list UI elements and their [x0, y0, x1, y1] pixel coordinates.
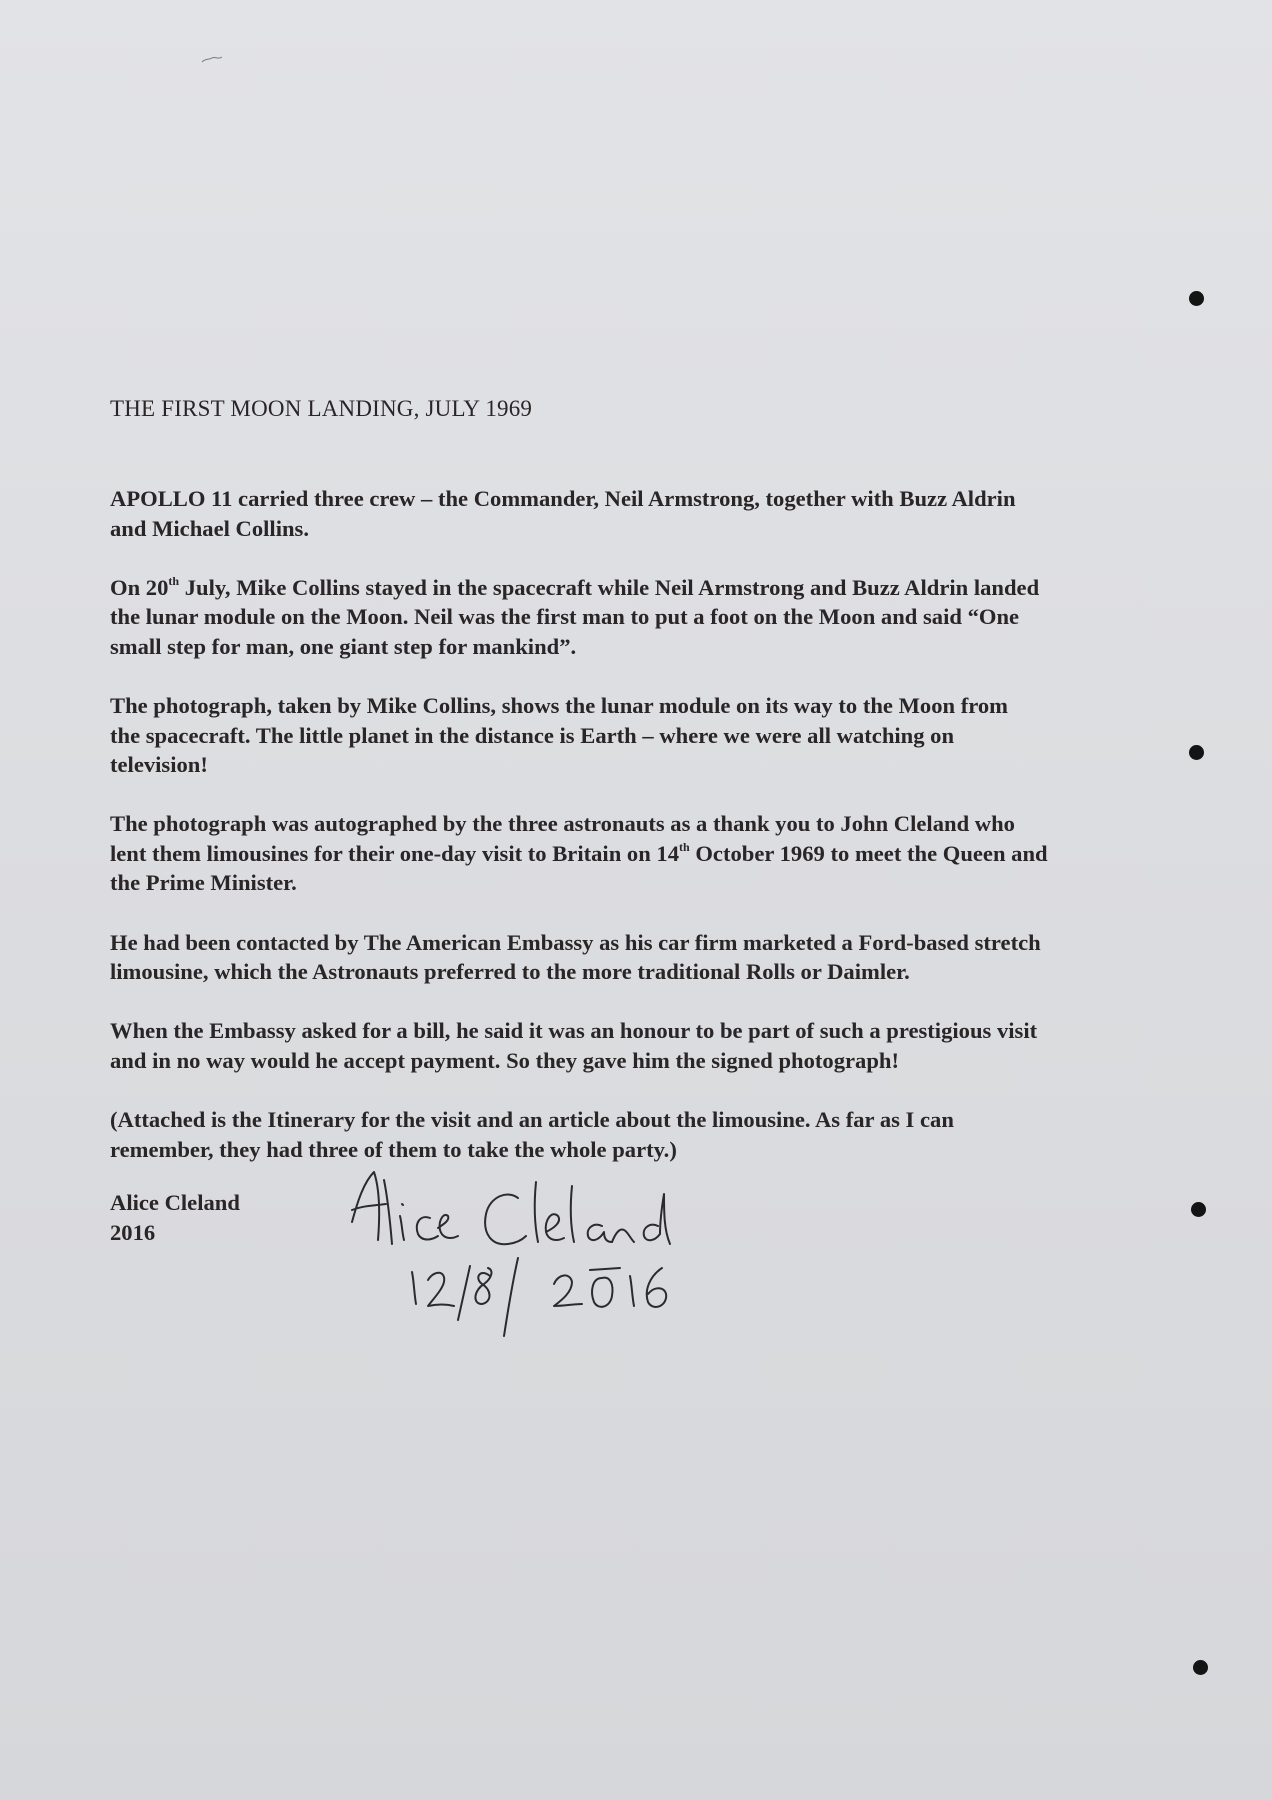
- author-block: [110, 1188, 240, 1247]
- paragraph-autograph: The photograph was autographed by the three astronauts as a thank you to John Cleland who lent them limousines for their one-day visit to Britain on 14th October 1969 to meet the Queen and the Prime Minister.: [110, 811, 1048, 896]
- author-name: Alice Cleland: [110, 1190, 240, 1215]
- paragraph-photograph: The photograph, taken by Mike Collins, shows the lunar module on its way to the Moon from the spacecraft. The little planet in the distance is Earth – where we were all watching on television!: [110, 692, 1008, 778]
- paragraph-payment: When the Embassy asked for a bill, he said it was an honour to be part of such a prestigious visit and in no way would he accept payment. So they gave him the signed photograph!: [110, 1018, 1038, 1073]
- punch-hole: [1191, 1202, 1206, 1217]
- handwritten-signature: [340, 1160, 800, 1360]
- punch-hole: [1189, 745, 1204, 760]
- paragraph-embassy: He had been contacted by The American Embassy as his car firm marketed a Ford-based stretch limousine, which the Astronauts preferred to the more traditional Rolls or Daimler.: [110, 929, 1041, 985]
- punch-hole: [1193, 1660, 1208, 1675]
- paragraph-landing: On 20th July, Mike Collins stayed in the spacecraft while Neil Armstrong and Buzz Aldrin landed the lunar module on the Moon. Neil was the first man to put a foot on the Moon and said “One small step for man, one giant step for mankind”.: [110, 573, 1040, 659]
- pen-mark: [200, 52, 230, 66]
- paragraph-crew: APOLLO 11 carried three crew – the Commander, Neil Armstrong, together with Buzz Aldrin and Michael Collins.: [110, 486, 1016, 541]
- document-body: [110, 484, 1190, 1194]
- punch-hole: [1189, 291, 1204, 306]
- document-title: THE FIRST MOON LANDING, JULY 1969: [110, 396, 533, 421]
- paragraph-attached: (Attached is the Itinerary for the visit and an article about the limousine. As far as I can remember, they had three of them to take the whole party.): [110, 1106, 954, 1162]
- author-year: 2016: [110, 1219, 156, 1245]
